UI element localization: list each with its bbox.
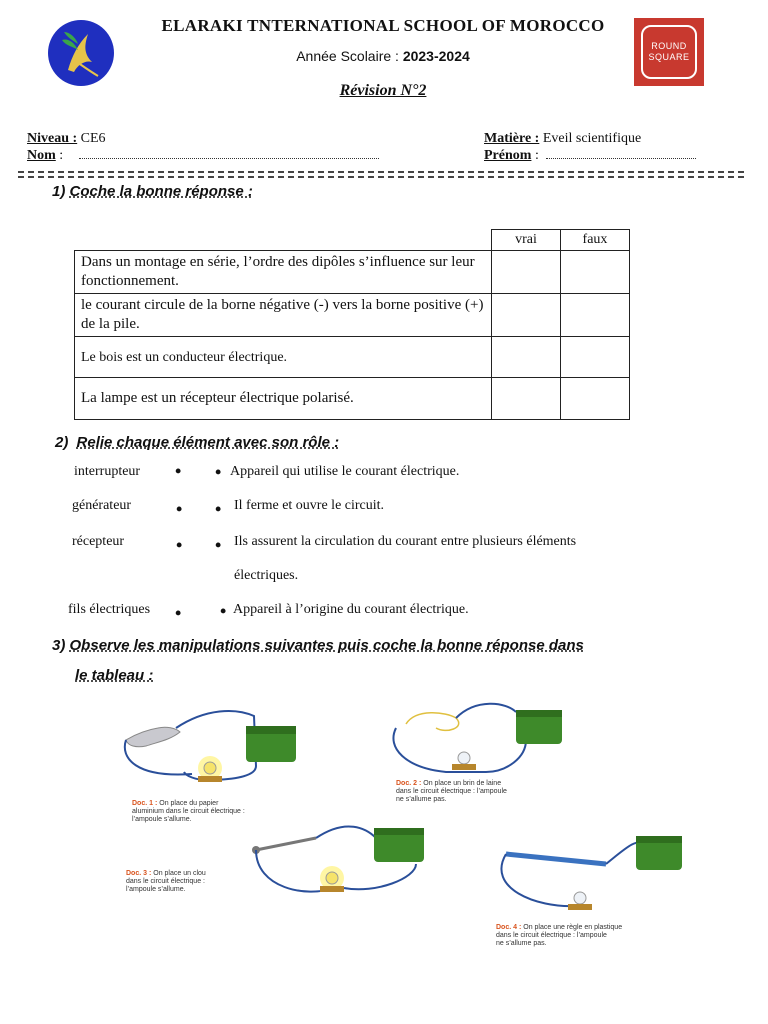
right-connector-dot[interactable]: • xyxy=(215,462,222,482)
doc4-caption: Doc. 4 : On place une règle en plastique dans le circuit électrique : l’ampoule ne s’allume pas. xyxy=(496,924,623,947)
round-square-logo xyxy=(634,18,704,86)
faux-checkbox-2[interactable] xyxy=(561,294,630,337)
prenom-input-line[interactable] xyxy=(546,148,696,159)
separator-line xyxy=(18,176,744,178)
niveau-value: CE6 xyxy=(80,131,106,146)
q2-left-item-3: récepteur xyxy=(72,534,125,549)
right-connector-dot[interactable]: • xyxy=(215,499,222,519)
table-row xyxy=(75,294,630,337)
matiere-label: Matière : xyxy=(484,131,540,146)
matiere-value: Eveil scientifique xyxy=(542,131,642,146)
left-connector-dot[interactable]: • xyxy=(175,461,182,481)
statement-4: La lampe est un récepteur électrique polarisé. xyxy=(75,378,492,420)
niveau-field xyxy=(27,131,106,147)
q1-title-text: Coche la bonne réponse : xyxy=(69,183,253,200)
vrai-checkbox-2[interactable] xyxy=(492,294,561,337)
table-row xyxy=(75,378,630,420)
left-connector-dot[interactable]: • xyxy=(175,603,182,623)
right-connector-dot[interactable]: • xyxy=(220,601,227,621)
doc3-circuit xyxy=(252,826,424,892)
statement-1: Dans un montage en série, l’ordre des dipôles s’influence sur leur fonctionnement. xyxy=(75,251,492,294)
doc3-caption: Doc. 3 : On place un clou dans le circuit électrique : l’ampoule s’allume. xyxy=(126,870,206,893)
vrai-checkbox-4[interactable] xyxy=(492,378,561,420)
q1-table xyxy=(74,229,630,420)
school-year-label: Année Scolaire : xyxy=(296,48,403,64)
right-connector-dot[interactable]: • xyxy=(215,535,222,555)
statement-3: Le bois est un conducteur électrique. xyxy=(75,337,492,378)
nom-field: Nom : xyxy=(27,148,379,164)
q3-title-line2: le tableau : xyxy=(75,667,154,684)
q2-right-item-3-cont: électriques. xyxy=(234,568,299,583)
q3-number: 3) xyxy=(52,637,66,654)
doc2-caption: Doc. 2 : On place un brin de laine dans le circuit électrique : l’ampoule ne s’allume pas. xyxy=(396,780,507,803)
q2-right-item-4: Appareil à l’origine du courant électrique. xyxy=(233,602,469,617)
q2-left-item-2: générateur xyxy=(72,498,132,513)
q2-number: 2) xyxy=(55,434,69,451)
revision-title: Révision N°2 xyxy=(339,82,427,99)
q1-title xyxy=(52,183,253,200)
doc2-circuit xyxy=(393,704,562,772)
q1-header-row xyxy=(75,230,630,251)
faux-checkbox-1[interactable] xyxy=(561,251,630,294)
school-logo xyxy=(48,20,114,86)
separator-line xyxy=(18,171,744,173)
round-square-line2: SQUARE xyxy=(648,52,690,62)
q2-right-item-3: Ils assurent la circulation du courant entre plusieurs éléments xyxy=(234,534,577,549)
niveau-label: Niveau : xyxy=(27,131,78,146)
doc1-caption: Doc. 1 : On place du papier aluminium dans le circuit électrique : l’ampoule s’allume. xyxy=(132,800,245,823)
col-vrai-header: vrai xyxy=(492,230,561,251)
q3-title-line1: Observe les manipulations suivantes puis coche la bonne réponse dans xyxy=(69,637,584,654)
q1-number: 1) xyxy=(52,183,66,200)
q2-right-item-1: Appareil qui utilise le courant électrique. xyxy=(230,464,460,479)
vrai-checkbox-3[interactable] xyxy=(492,337,561,378)
table-row xyxy=(75,251,630,294)
q3-title-cont xyxy=(75,667,153,684)
q3-title xyxy=(52,637,584,654)
statement-2: le courant circule de la borne négative (-) vers la borne positive (+) de la pile. xyxy=(75,294,492,337)
doc4-circuit xyxy=(501,836,682,910)
q2-left-item-4: fils électriques xyxy=(68,602,151,617)
faux-checkbox-4[interactable] xyxy=(561,378,630,420)
col-faux-header: faux xyxy=(561,230,630,251)
bird-emblem-icon xyxy=(48,20,114,86)
left-connector-dot[interactable]: • xyxy=(176,535,183,555)
table-row xyxy=(75,337,630,378)
faux-checkbox-3[interactable] xyxy=(561,337,630,378)
prenom-label: Prénom xyxy=(484,148,532,163)
q2-right-item-2: Il ferme et ouvre le circuit. xyxy=(234,498,385,513)
matiere-field xyxy=(484,131,641,147)
q2-title xyxy=(55,434,339,451)
nom-input-line[interactable] xyxy=(79,148,379,159)
school-year xyxy=(138,48,628,64)
school-name: ELARAKI TNTERNATIONAL SCHOOL OF MOROCCO xyxy=(161,16,605,35)
q2-left-item-1: interrupteur xyxy=(74,464,141,479)
doc1-circuit xyxy=(125,711,296,782)
left-connector-dot[interactable]: • xyxy=(176,499,183,519)
nom-label: Nom xyxy=(27,148,56,163)
round-square-line1: ROUND xyxy=(651,41,687,51)
vrai-checkbox-1[interactable] xyxy=(492,251,561,294)
prenom-field: Prénom : xyxy=(484,148,696,164)
school-year-value: 2023-2024 xyxy=(402,48,470,64)
circuit-illustrations xyxy=(106,688,686,950)
q2-title-text: Relie chaque élément avec son rôle : xyxy=(76,434,340,451)
